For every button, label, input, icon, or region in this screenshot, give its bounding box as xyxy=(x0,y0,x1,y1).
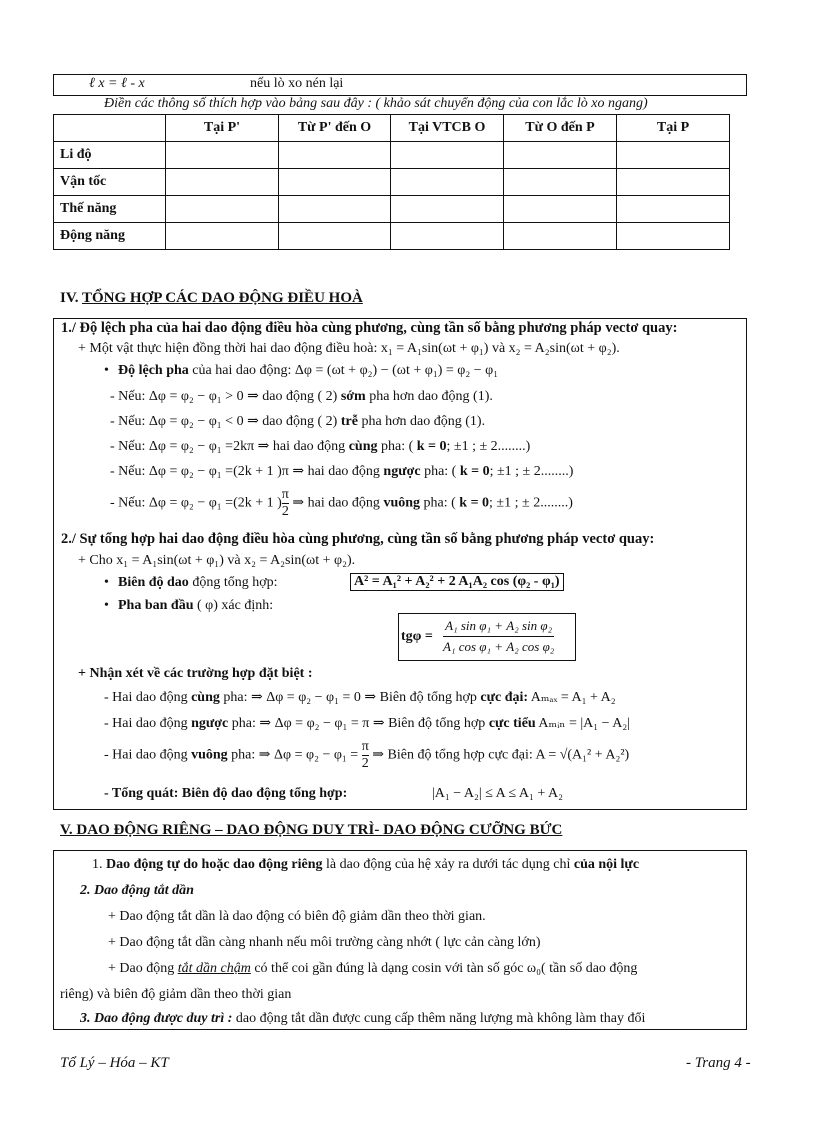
s5-line-7 xyxy=(80,1011,645,1027)
s5-l5-start: + Dao động xyxy=(108,961,178,976)
p2-initial-phase xyxy=(104,598,273,614)
p2-c1-end: Aₘₐₓ = A₁ + A₂ xyxy=(528,690,616,705)
table-cell[interactable] xyxy=(391,169,504,196)
table-row xyxy=(54,142,730,169)
p1-case-4-bold: ngược xyxy=(383,464,421,479)
table-header-row xyxy=(54,115,730,142)
p2-c2-bold2: cực tiểu xyxy=(488,716,536,731)
table-cell[interactable] xyxy=(166,223,279,250)
row-label: Li độ xyxy=(54,142,166,169)
p2-c3-end: ⇒ Biên độ tổng hợp cực đại: A = √(A₁² + A₂²) xyxy=(368,747,630,763)
section-5-heading: V. DAO ĐỘNG RIÊNG – DAO ĐỘNG DUY TRÌ- DAO ĐỘNG CƯỠNG BỨC xyxy=(60,822,563,838)
table-row xyxy=(54,223,730,250)
p1-case-5-mid2: pha: ( xyxy=(420,495,460,511)
section-4-heading xyxy=(60,290,363,307)
table-cell[interactable] xyxy=(279,223,391,250)
p2-c3-text: - Hai dao động xyxy=(104,747,192,763)
p2-c3-mid: pha: ⇒ Δφ = φ₂ − φ₁ = xyxy=(227,747,362,763)
p2-c1-bold: cùng xyxy=(191,690,220,705)
p1-case-2-bold: trễ xyxy=(340,414,358,429)
p1-case-5-mid: ⇒ hai dao động xyxy=(288,495,384,511)
p1-case-1-end: pha hơn dao động (1). xyxy=(365,389,493,404)
table-cell[interactable] xyxy=(391,142,504,169)
fraction-denominator: 2 xyxy=(281,504,289,519)
p2-bd-rest: động tổng hợp: xyxy=(188,575,278,590)
p2-c1-mid: pha: ⇒ Δφ = φ₂ − φ₁ = 0 ⇒ Biên độ tổng hợp xyxy=(219,690,481,705)
p2-c2-end: Aₘᵢₙ = |A₁ − A₂| xyxy=(535,716,631,731)
p2-c2-text: - Hai dao động xyxy=(104,716,192,731)
table-header-cell: Tại VTCB O xyxy=(391,115,504,142)
table-row xyxy=(54,169,730,196)
p1-case-5 xyxy=(110,487,573,520)
pi-over-2-fraction xyxy=(362,739,369,772)
table-cell[interactable] xyxy=(504,142,617,169)
p1-case-3 xyxy=(110,438,530,455)
table-cell[interactable] xyxy=(617,169,730,196)
compression-note: nếu lò xo nén lại xyxy=(250,76,344,91)
p2-line1: + Cho x₁ = A₁sin(ωt + φ₁) và x₂ = A₂sin(ωt + φ₂). xyxy=(78,553,356,568)
p1-dl-rest: của hai dao động: Δφ = (ωt + φ₂) − (ωt + φ₁) = φ₂ − φ₁ xyxy=(188,363,499,378)
table-cell[interactable] xyxy=(166,142,279,169)
p1-case-2-end: pha hơn dao động (1). xyxy=(357,414,486,429)
top-formula-box xyxy=(53,74,747,96)
s5-line-6: riêng) và biên độ giảm dần theo thời gian xyxy=(60,987,292,1002)
s5-l1-num: 1. xyxy=(92,857,106,872)
bullet-icon: • xyxy=(104,363,109,378)
p2-amplitude xyxy=(104,575,278,591)
section-4-box xyxy=(53,318,747,810)
bullet-icon: • xyxy=(104,598,109,613)
tan-numerator: A₁ sin φ₁ + A₂ sin φ₂ xyxy=(443,616,554,637)
table-header-cell: Từ O đến P xyxy=(504,115,617,142)
p1-case-1-bold: sớm xyxy=(340,389,366,404)
s5-l5-end: có thể coi gần đúng là dạng cosin với tàn số góc ω₀( tần số dao động xyxy=(250,961,638,976)
tan-fraction xyxy=(443,616,554,657)
section-4-title: TỔNG HỢP CÁC DAO ĐỘNG ĐIỀU HOÀ xyxy=(81,290,363,306)
table-header-cell: Tại P' xyxy=(166,115,279,142)
bullet-icon: • xyxy=(104,575,109,590)
p1-case-2-text: - Nếu: Δφ = φ₂ − φ₁ < 0 ⇒ dao động ( 2) xyxy=(110,414,341,429)
p2-c2-bold: ngược xyxy=(191,716,229,731)
p2-case-same xyxy=(104,689,616,706)
s5-l1-bold: Dao động tự do hoặc dao động riêng xyxy=(106,857,323,872)
amplitude-formula-box: A² = A₁² + A₂² + 2 A₁A₂ cos (φ₂ - φ₁) xyxy=(350,573,564,591)
p1-case-3-mid: pha: ( xyxy=(377,439,417,454)
p1-case-4-mid: pha: ( xyxy=(420,464,460,479)
p1-case-5-k: k = 0 xyxy=(459,495,490,511)
row-label: Thế năng xyxy=(54,196,166,223)
p1-phase-diff xyxy=(104,363,498,379)
table-caption: Điền các thông số thích hợp vào bảng sau đây : ( khảo sát chuyển động của con lắc lò xo ngang) xyxy=(104,96,648,111)
row-label: Vận tốc xyxy=(54,169,166,196)
p1-case-1 xyxy=(110,388,493,405)
s5-l7-bold: 3. Dao động được duy trì : xyxy=(80,1011,233,1026)
p2-pb-rest: ( φ) xác định: xyxy=(193,598,274,613)
p2-c1-text: - Hai dao động xyxy=(104,690,192,705)
p1-case-3-tail: ; ±1 ; ± 2........) xyxy=(446,439,531,454)
p2-title: 2./ Sự tổng hợp hai dao động điều hòa cùng phương, cùng tần số bằng phương pháp vectơ quay: xyxy=(61,531,655,547)
table-cell[interactable] xyxy=(166,169,279,196)
p2-general-label: - Tổng quát: Biên độ dao động tổng hợp: xyxy=(104,786,348,801)
table-row xyxy=(54,196,730,223)
p2-c1-bold2: cực đại: xyxy=(480,690,529,705)
tan-label: tgφ = xyxy=(401,629,433,644)
p1-line1: + Một vật thực hiện đồng thời hai dao động điều hoà: x₁ = A₁sin(ωt + φ₁) và x₂ = A₂sin(ωt + φ₂). xyxy=(78,341,620,356)
p1-case-3-bold: cùng xyxy=(348,439,378,454)
s5-line-4: + Dao động tắt dần càng nhanh nếu môi trường càng nhớt ( lực cản càng lớn) xyxy=(108,935,541,950)
p2-pb-label: Pha ban đầu xyxy=(118,598,194,613)
fraction-numerator: π xyxy=(361,739,369,754)
p2-case-square xyxy=(104,739,629,772)
p2-general-formula: |A₁ − A₂| ≤ A ≤ A₁ + A₂ xyxy=(432,786,563,801)
s5-l5-emph: tắt dần chậm xyxy=(177,961,251,976)
table-cell[interactable] xyxy=(391,223,504,250)
s5-l1-mid: là dao động của hệ xảy ra dưới tác dụng chỉ xyxy=(322,857,574,872)
table-header-cell: Tại P xyxy=(617,115,730,142)
table-cell[interactable] xyxy=(617,223,730,250)
p2-remark: + Nhận xét về các trường hợp đặt biệt : xyxy=(78,666,313,681)
section-5-box xyxy=(53,850,747,1030)
s5-line-1 xyxy=(92,857,639,873)
table-cell[interactable] xyxy=(504,169,617,196)
section-4-number: IV. xyxy=(60,290,82,306)
table-cell[interactable] xyxy=(617,196,730,223)
table-cell[interactable] xyxy=(279,196,391,223)
footer-left: Tổ Lý – Hóa – KT xyxy=(60,1055,169,1071)
p1-case-4-tail: ; ±1 ; ± 2........) xyxy=(489,464,574,479)
s5-line-5 xyxy=(108,961,637,977)
table-cell[interactable] xyxy=(166,196,279,223)
parameters-table xyxy=(53,114,730,250)
table-cell[interactable] xyxy=(504,196,617,223)
s5-l1-end: của nội lực xyxy=(573,857,640,872)
p1-case-4-k: k = 0 xyxy=(459,464,490,479)
p1-title: 1./ Độ lệch pha của hai dao động điều hòa cùng phương, cùng tần số bằng phương pháp vectơ quay: xyxy=(61,320,678,336)
table-cell[interactable] xyxy=(617,142,730,169)
p2-general xyxy=(104,786,347,802)
pi-over-2-fraction xyxy=(282,487,289,520)
table-cell[interactable] xyxy=(504,223,617,250)
s5-line-3: + Dao động tắt dần là dao động có biên độ giảm dần theo thời gian. xyxy=(108,909,486,924)
p1-case-5-text: - Nếu: Δφ = φ₂ − φ₁ =(2k + 1 ) xyxy=(110,495,282,511)
displacement-formula: ℓ x = ℓ - x xyxy=(89,76,145,91)
table-header-cell xyxy=(54,115,166,142)
p2-bd-label: Biên độ dao xyxy=(118,575,189,590)
s5-l7-rest: dao động tắt dần được cung cấp thêm năng lượng mà không làm thay đổi xyxy=(232,1011,646,1026)
p1-case-1-text: - Nếu: Δφ = φ₂ − φ₁ > 0 ⇒ dao động ( 2) xyxy=(110,389,341,404)
fraction-denominator: 2 xyxy=(361,756,369,771)
p1-case-3-k: k = 0 xyxy=(416,439,447,454)
p1-case-2 xyxy=(110,413,485,430)
table-cell[interactable] xyxy=(391,196,504,223)
p1-dl-label: Độ lệch pha xyxy=(118,363,189,378)
fraction-numerator: π xyxy=(281,487,289,502)
footer-page-number: - Trang 4 - xyxy=(686,1055,751,1071)
table-header-cell: Từ P' đến O xyxy=(279,115,391,142)
table-cell[interactable] xyxy=(279,142,391,169)
s5-line-2: 2. Dao động tắt dần xyxy=(80,883,194,898)
table-cell[interactable] xyxy=(279,169,391,196)
p2-c3-bold: vuông xyxy=(191,747,228,763)
p2-case-opposite xyxy=(104,715,630,732)
p2-c2-mid: pha: ⇒ Δφ = φ₂ − φ₁ = π ⇒ Biên độ tổng hợp xyxy=(228,716,489,731)
p1-case-5-tail: ; ±1 ; ± 2........) xyxy=(489,495,573,511)
tan-denominator: A₁ cos φ₁ + A₂ cos φ₂ xyxy=(443,639,555,654)
p1-case-3-text: - Nếu: Δφ = φ₂ − φ₁ =2kπ ⇒ hai dao động xyxy=(110,439,349,454)
p1-case-5-bold: vuông xyxy=(383,495,421,511)
tan-phase-formula-box xyxy=(398,613,576,661)
p1-case-4-text: - Nếu: Δφ = φ₂ − φ₁ =(2k + 1 )π ⇒ hai dao động xyxy=(110,464,384,479)
row-label: Động năng xyxy=(54,223,166,250)
p1-case-4 xyxy=(110,463,573,480)
